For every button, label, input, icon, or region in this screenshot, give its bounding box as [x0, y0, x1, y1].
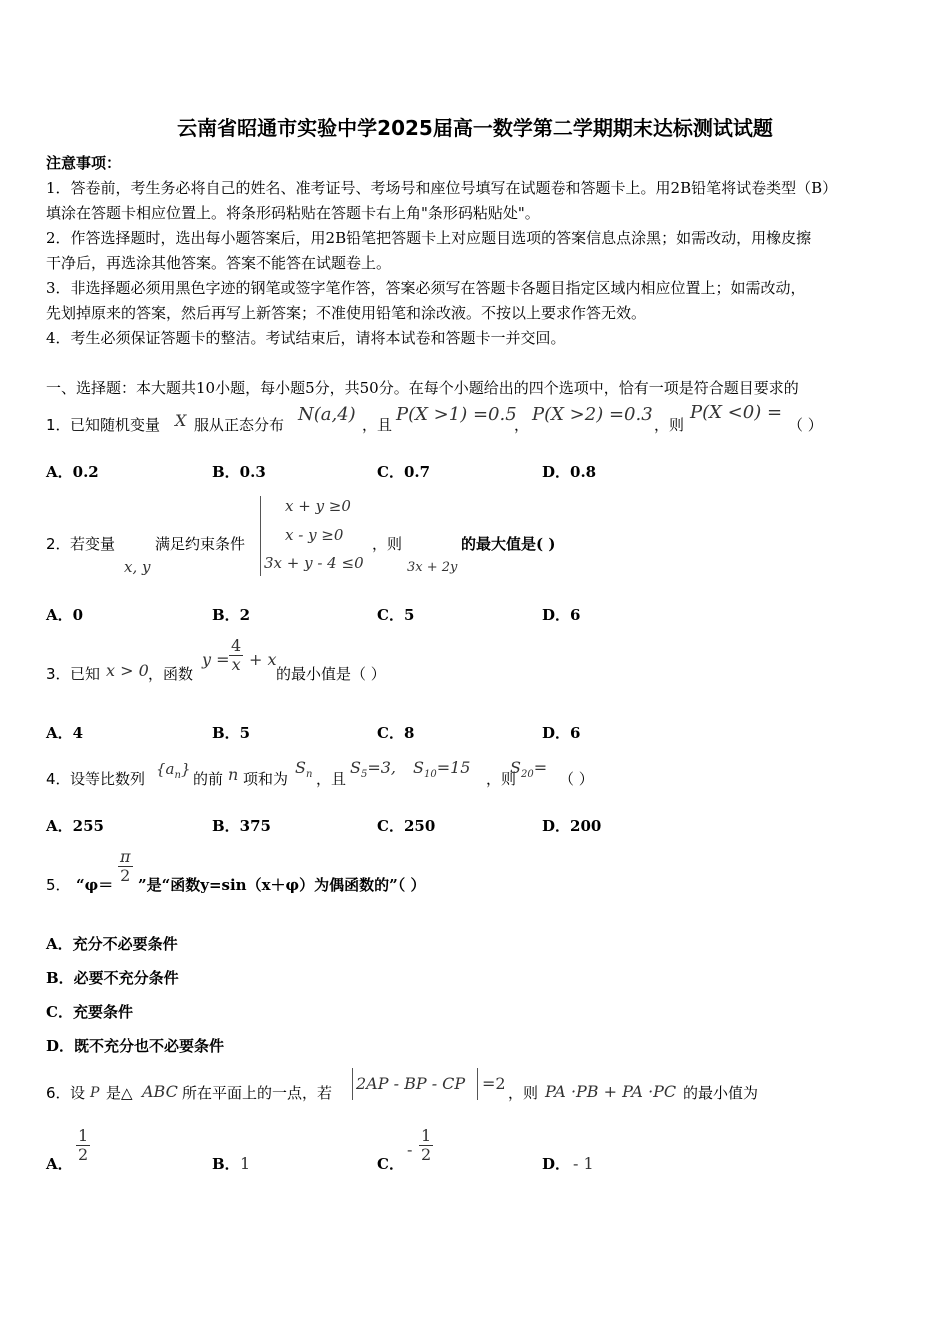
- notice-line: 1．答卷前，考生务必将自己的姓名、准考证号、考场号和座位号填写在试题卷和答题卡上。用2B铅笔将试卷类型（B）: [46, 179, 838, 197]
- option-a[interactable]: A．4: [46, 724, 84, 742]
- math-expr: N(a,4): [298, 404, 356, 425]
- option-a[interactable]: A．: [46, 1155, 73, 1173]
- question-text: 的最小值为: [683, 1084, 759, 1102]
- question-text: ，函数: [148, 665, 194, 683]
- notice-line: 2．作答选择题时，选出每小题答案后，用2B铅笔把答题卡上对应题目选项的答案信息点涂黑；如需改动，用橡皮擦: [46, 229, 812, 247]
- option-c[interactable]: C．8: [377, 724, 415, 742]
- notice-line: 干净后，再选涂其他答案。答案不能答在试题卷上。: [46, 254, 392, 272]
- option-b[interactable]: B．必要不充分条件: [46, 969, 179, 987]
- notice-line: 4．考生必须保证答题卡的整洁。考试结束后，请将本试卷和答题卡一并交回。: [46, 329, 566, 347]
- notice-line: 填涂在答题卡相应位置上。将条形码粘贴在答题卡右上角"条形码粘贴处"。: [46, 204, 540, 222]
- math-expr: $S_{10}=15$: [413, 758, 471, 781]
- math-expr: P: [90, 1085, 100, 1101]
- math-expr: + x: [249, 650, 277, 669]
- option-b[interactable]: B．: [212, 1155, 240, 1173]
- question-text: 是△: [106, 1084, 133, 1102]
- option-b[interactable]: B．5: [212, 724, 251, 742]
- math-expr: x, y: [124, 558, 151, 576]
- question-text: ，且: [316, 770, 347, 788]
- option-a[interactable]: A．0: [46, 606, 84, 624]
- question-text: 项和为: [243, 770, 289, 788]
- math-expr: ABC: [142, 1082, 178, 1101]
- math-expr: P(X <0) =: [690, 402, 783, 423]
- option-d[interactable]: D．既不充分也不必要条件: [46, 1037, 225, 1055]
- option-c[interactable]: C．250: [377, 817, 436, 835]
- question-text: ”是“函数y=sin（x＋φ）为偶函数的”（ ）: [138, 876, 426, 894]
- fraction: $\frac{\pi}{2}$: [120, 847, 131, 885]
- question-text: 已知: [70, 665, 101, 683]
- math-expr: x > 0: [106, 661, 149, 680]
- notice-heading: 注意事项：: [46, 154, 122, 172]
- option-value: 1: [240, 1154, 251, 1173]
- option-d[interactable]: D．200: [542, 817, 602, 835]
- question-text: ，: [514, 416, 530, 434]
- math-expr: $\{a_n\}$: [156, 760, 191, 781]
- question-text: 所在平面上的一点，若: [182, 1084, 333, 1102]
- option-b[interactable]: B．0.3: [212, 463, 266, 481]
- fraction: $\frac{4}{x}$: [231, 636, 242, 674]
- math-expr: n: [228, 765, 239, 784]
- math-expr: P(X >1) =0.5: [396, 404, 517, 425]
- math-expr: =2: [482, 1074, 506, 1093]
- option-d[interactable]: D．6: [542, 724, 581, 742]
- notice-line: 先划掉原来的答案，然后再写上新答案；不准使用铅笔和涂改液。不按以上要求作答无效。: [46, 304, 647, 322]
- math-expr: $S_n$: [295, 758, 313, 781]
- math-expr: X: [175, 411, 187, 430]
- option-value: -: [407, 1140, 413, 1159]
- option-a[interactable]: A．充分不必要条件: [46, 935, 178, 953]
- constraint-line: x - y ≥0: [285, 526, 344, 544]
- math-expr: P(X >2) =0.3: [532, 404, 653, 425]
- question-text: 设: [70, 1084, 86, 1102]
- question-text: ，且: [362, 416, 393, 434]
- question-number: 6．: [46, 1084, 71, 1102]
- math-expr: $S_{20}=$: [510, 758, 548, 781]
- question-number: 4．: [46, 770, 71, 788]
- option-c[interactable]: C．: [377, 1155, 404, 1173]
- option-b[interactable]: B．375: [212, 817, 271, 835]
- question-text: 的前: [193, 770, 224, 788]
- math-expr: PA ·PB + PA ·PC: [545, 1082, 677, 1101]
- question-text: 满足约束条件: [155, 535, 246, 553]
- option-value: - 1: [573, 1154, 594, 1173]
- option-d[interactable]: D．0.8: [542, 463, 597, 481]
- question-number: 3．: [46, 665, 71, 683]
- question-number: 2．: [46, 535, 71, 553]
- question-text: 服从正态分布: [194, 416, 285, 434]
- option-a[interactable]: A．0.2: [46, 463, 99, 481]
- notice-line: 3．非选择题必须用黑色字迹的钢笔或签字笔作答，答案必须写在答题卡各题目指定区域内相应位置上；如需改动，: [46, 279, 806, 297]
- question-text: ，则: [486, 770, 517, 788]
- question-text: ，则: [372, 535, 403, 553]
- question-text: 已知随机变量: [70, 416, 161, 434]
- question-number: 5．: [46, 876, 71, 894]
- constraint-line: 3x + y - 4 ≤0: [264, 554, 364, 572]
- constraint-line: x + y ≥0: [285, 497, 351, 515]
- option-c[interactable]: C．0.7: [377, 463, 431, 481]
- question-text: ，则: [508, 1084, 539, 1102]
- abs-bar-left: [352, 1068, 353, 1100]
- option-d[interactable]: D．6: [542, 606, 581, 624]
- abs-bar-right: [477, 1068, 478, 1100]
- question-text: 若变量: [70, 535, 116, 553]
- option-a[interactable]: A．255: [46, 817, 104, 835]
- fraction: $\frac{1}{2}$: [78, 1126, 89, 1164]
- question-text: 设等比数列: [70, 770, 146, 788]
- question-text: （ ）: [788, 416, 823, 434]
- page-title: 云南省昭通市实验中学2025届高一数学第二学期期末达标测试试题: [177, 116, 773, 140]
- section-heading: 一、选择题：本大题共10小题，每小题5分，共50分。在每个小题给出的四个选项中，恰有一项是符合题目要求的: [46, 379, 799, 397]
- constraint-brace: [260, 496, 261, 576]
- math-expr: 2AP - BP - CP: [356, 1074, 466, 1093]
- question-number: 1．: [46, 416, 71, 434]
- question-text: 的最小值是（ ）: [276, 665, 386, 683]
- question-text: （ ）: [559, 770, 594, 788]
- question-text: 的最大值是( ): [461, 535, 556, 553]
- math-expr: y =: [202, 650, 230, 669]
- option-d[interactable]: D．: [542, 1155, 571, 1173]
- math-expr: $S_5=3$,: [350, 758, 397, 781]
- math-expr: 3x + 2y: [407, 560, 458, 575]
- option-c[interactable]: C．充要条件: [46, 1003, 133, 1021]
- question-text: “φ＝: [76, 876, 114, 894]
- option-b[interactable]: B．2: [212, 606, 251, 624]
- option-c[interactable]: C．5: [377, 606, 415, 624]
- fraction: $\frac{1}{2}$: [421, 1126, 432, 1164]
- question-text: ，则: [654, 416, 685, 434]
